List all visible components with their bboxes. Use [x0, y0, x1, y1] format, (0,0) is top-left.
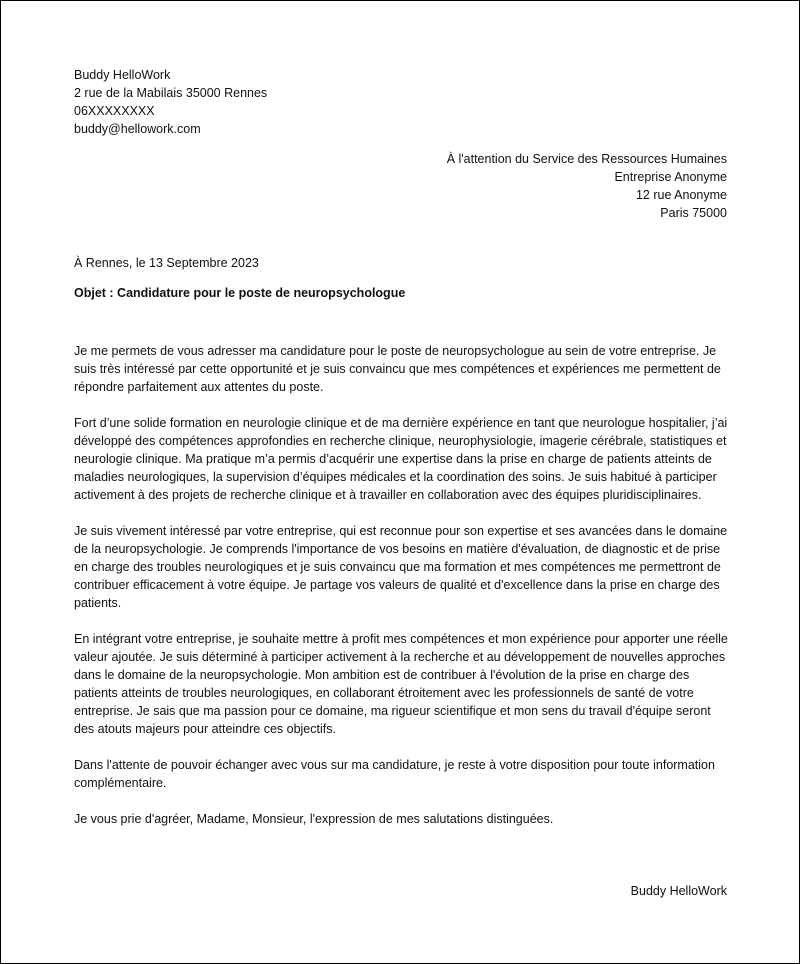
recipient-company: Entreprise Anonyme [614, 170, 727, 184]
recipient-street: 12 rue Anonyme [635, 188, 727, 202]
sender-block [74, 66, 267, 138]
sender-address: 2 rue de la Mabilais 35000 Rennes [74, 86, 268, 100]
letter-date: À Rennes, le 13 Septembre 2023 [74, 256, 259, 270]
body-paragraph: En intégrant votre entreprise, je souhaite mettre à profit mes compétences et mon expérience pour apporter une réelle valeur ajoutée. Je suis déterminé à participer activement à la recherche et au développement de nouvelles approches dans le domaine de la neuropsychologie. Mon ambition est de contribuer à l'évolution de la prise en charge des patients atteints de troubles neurologiques, en collaborant étroitement avec les professionnels de santé de votre entreprise. Je sais que ma passion pour ce domaine, ma rigueur scientifique et mon sens du travail d'équipe seront des atouts majeurs pour atteindre ces objectifs. [74, 632, 728, 736]
body-paragraph: Je me permets de vous adresser ma candidature pour le poste de neuropsychologue au sein de votre entreprise. Je suis très intéressé par cette opportunité et je suis convaincu que mes compétences et expériences me permettent de répondre parfaitement aux attentes du poste. [74, 344, 721, 394]
recipient-city: Paris 75000 [660, 206, 727, 220]
body-paragraph: Je suis vivement intéressé par votre entreprise, qui est reconnue pour son expertise et ses avancées dans le domaine de la neuropsychologie. Je comprends l'importance de vos besoins en matière d'évaluation, de diagnostic et de prise en charge des troubles neurologiques et je suis convaincu que ma formation et mes compétences me permettront de contribuer efficacement à votre équipe. Je partage vos valeurs de qualité et d'excellence dans la prise en charge des patients. [74, 524, 728, 610]
body-paragraph: Dans l'attente de pouvoir échanger avec vous sur ma candidature, je reste à votre disposition pour toute information complémentaire. [74, 758, 715, 790]
closing-paragraph: Je vous prie d'agréer, Madame, Monsieur, l'expression de mes salutations distinguées. [74, 812, 554, 826]
letter-subject: Objet : Candidature pour le poste de neuropsychologue [74, 286, 406, 300]
letter-body [74, 342, 730, 846]
sender-name: Buddy HelloWork [74, 68, 171, 82]
sender-email: buddy@hellowork.com [74, 122, 201, 136]
recipient-block [447, 150, 727, 222]
sender-phone: 06XXXXXXXX [74, 104, 155, 118]
recipient-attention: À l'attention du Service des Ressources Humaines [446, 152, 727, 166]
body-paragraph: Fort d’une solide formation en neurologie clinique et de ma dernière expérience en tant que neurologue hospitalier, j’ai développé des compétences approfondies en recherche clinique, neurophysiologie, imagerie cérébrale, statistiques et neurologie clinique. Ma pratique m’a permis d’acquérir une expertise dans la prise en charge de patients atteints de maladies neurologiques, la supervision d’équipes médicales et la coordination des soins. Je suis habitué à participer activement à des projets de recherche clinique et à travailler en collaboration avec des équipes pluridisciplinaires. [74, 416, 728, 502]
signature: Buddy HelloWork [630, 884, 727, 898]
